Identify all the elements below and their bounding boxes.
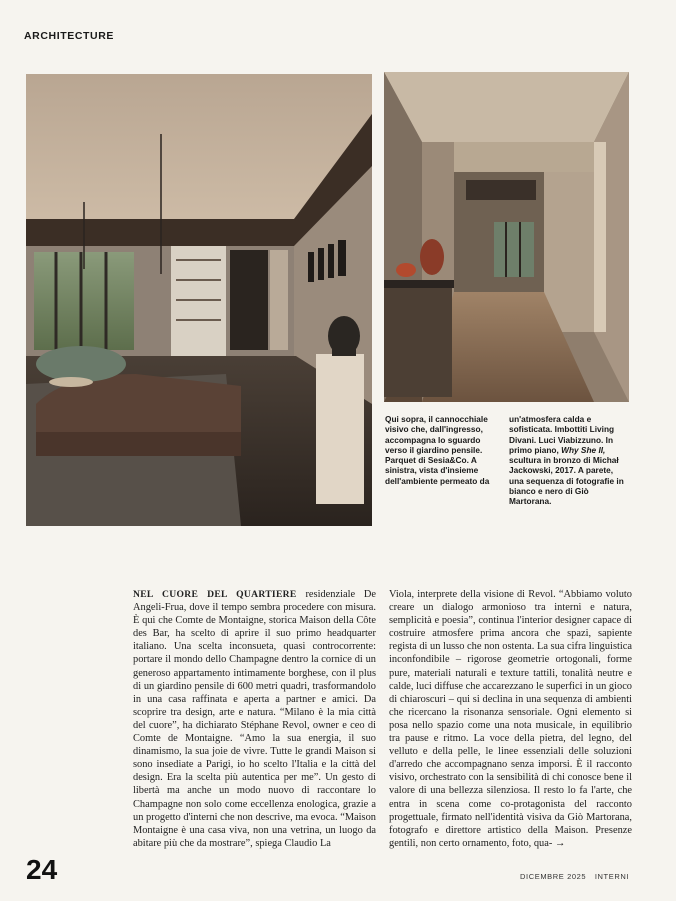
article-column-left (133, 588, 376, 850)
article-column-right (389, 588, 632, 850)
caption-right-text-1: un'atmosfera calda e sofisticata. Imbottiti Living Divani. Luci Viabizzuno. In primo piano, (509, 414, 615, 455)
article-lead: NEL CUORE DEL QUARTIERE (133, 589, 297, 600)
article-text-right: Viola, interprete della visione di Revol. “Abbiamo voluto creare un dialogo armonioso tra interni e natura, semplicità e poesia”, continua l'interior designer capace di costruire atmosfere prima ancora che spazi, sapiente regista di un lusso che non ostenta. La sua cifra linguistica inconfondibile – rigorose geometrie ortogonali, forme pure, materiali naturali e texture tattili, tonalità neutre e calde, luci diffuse che accarezzano le superfici in un gioco di chiaroscuri – qui si declina in una sequenza di ambienti che ricercano la risonanza sensoriale. Ogni elemento si posa nello spazio come una nota musicale, in equilibrio tra pause e ritmo. La voce della pietra, del legno, del velluto e della pelle, le linee essenziali delle soluzioni d'arredo che accompagnano senza imporsi. È il racconto visivo, orchestrato con la sensibilità di chi conosce bene il valore di una bellezza silenziosa. Il resto lo fa l'arte, che entra in scena come co-protagonista del racconto progettuale, firmato nell'identità visiva da Giò Martorana, fotografo e direttore artistico della Maison. Presenze gentili, non certo ornamento, foto, qua- (389, 589, 632, 849)
continue-arrow-icon: → (554, 837, 566, 849)
photo-caption-left: Qui sopra, il cannocchiale visivo che, dall'ingresso, accompagna lo sguardo verso il giardino pensile. Parquet di Sesia&Co. A sinistra, vista d'insieme dell'ambiente permeato da (385, 414, 490, 486)
living-room-photo (26, 74, 372, 526)
magazine-name: INTERNI (594, 872, 630, 881)
article-text-left: residenziale De Angeli-Frua, dove il tempo sembra procedere con misura. È qui che Comte de Montaigne, storica Maison della Côte des Bar, ha scelto di aprire il suo primo headquarter italiano. Una scelta inconsueta, quasi controcorrente: portare il mondo dello Champagne dentro la cornice di un generoso appartamento intimamente borghese, con il plus di un giardino pensile di 600 metri quadri, trasformandolo in una casa raffinata e aperta a partner e amici. Da scoprire tra design, arte e natura. “Milano è la mia città del cuore”, ha dichiarato Stéphane Revol, owner e ceo di Comte de Montaigne. “Amo la sua energia, il suo dinamismo, la sua joie de vivre. Tutte le grandi Maison si sono insediate a Parigi, io ho scelto l'Italia e la città del design. Era la scelta più autentica per me”. Un gesto di libertà ma anche un modo nuovo di raccontare lo Champagne non solo come eccellenza enologica, grazie a un progetto d'interni che non descrive, ma evoca. “Maison Montaigne è una casa viva, non una vetrina, un luogo da abitare più che da mostrare”, spiega Claudio La (133, 589, 377, 849)
page-number: 24 (26, 854, 58, 885)
page-footer (520, 872, 635, 881)
corridor-photo (384, 72, 629, 402)
section-label: ARCHITECTURE (24, 30, 115, 42)
caption-right-text-2: scultura in bronzo di Michał Jackowski, 2017. A parete, una sequenza di fotografie in bianco e nero di Giò Martorana. (509, 455, 624, 507)
photo-caption-right (509, 414, 625, 507)
issue-date: DICEMBRE 2025 (520, 872, 587, 881)
caption-artwork-title: Why She II, (561, 444, 606, 455)
